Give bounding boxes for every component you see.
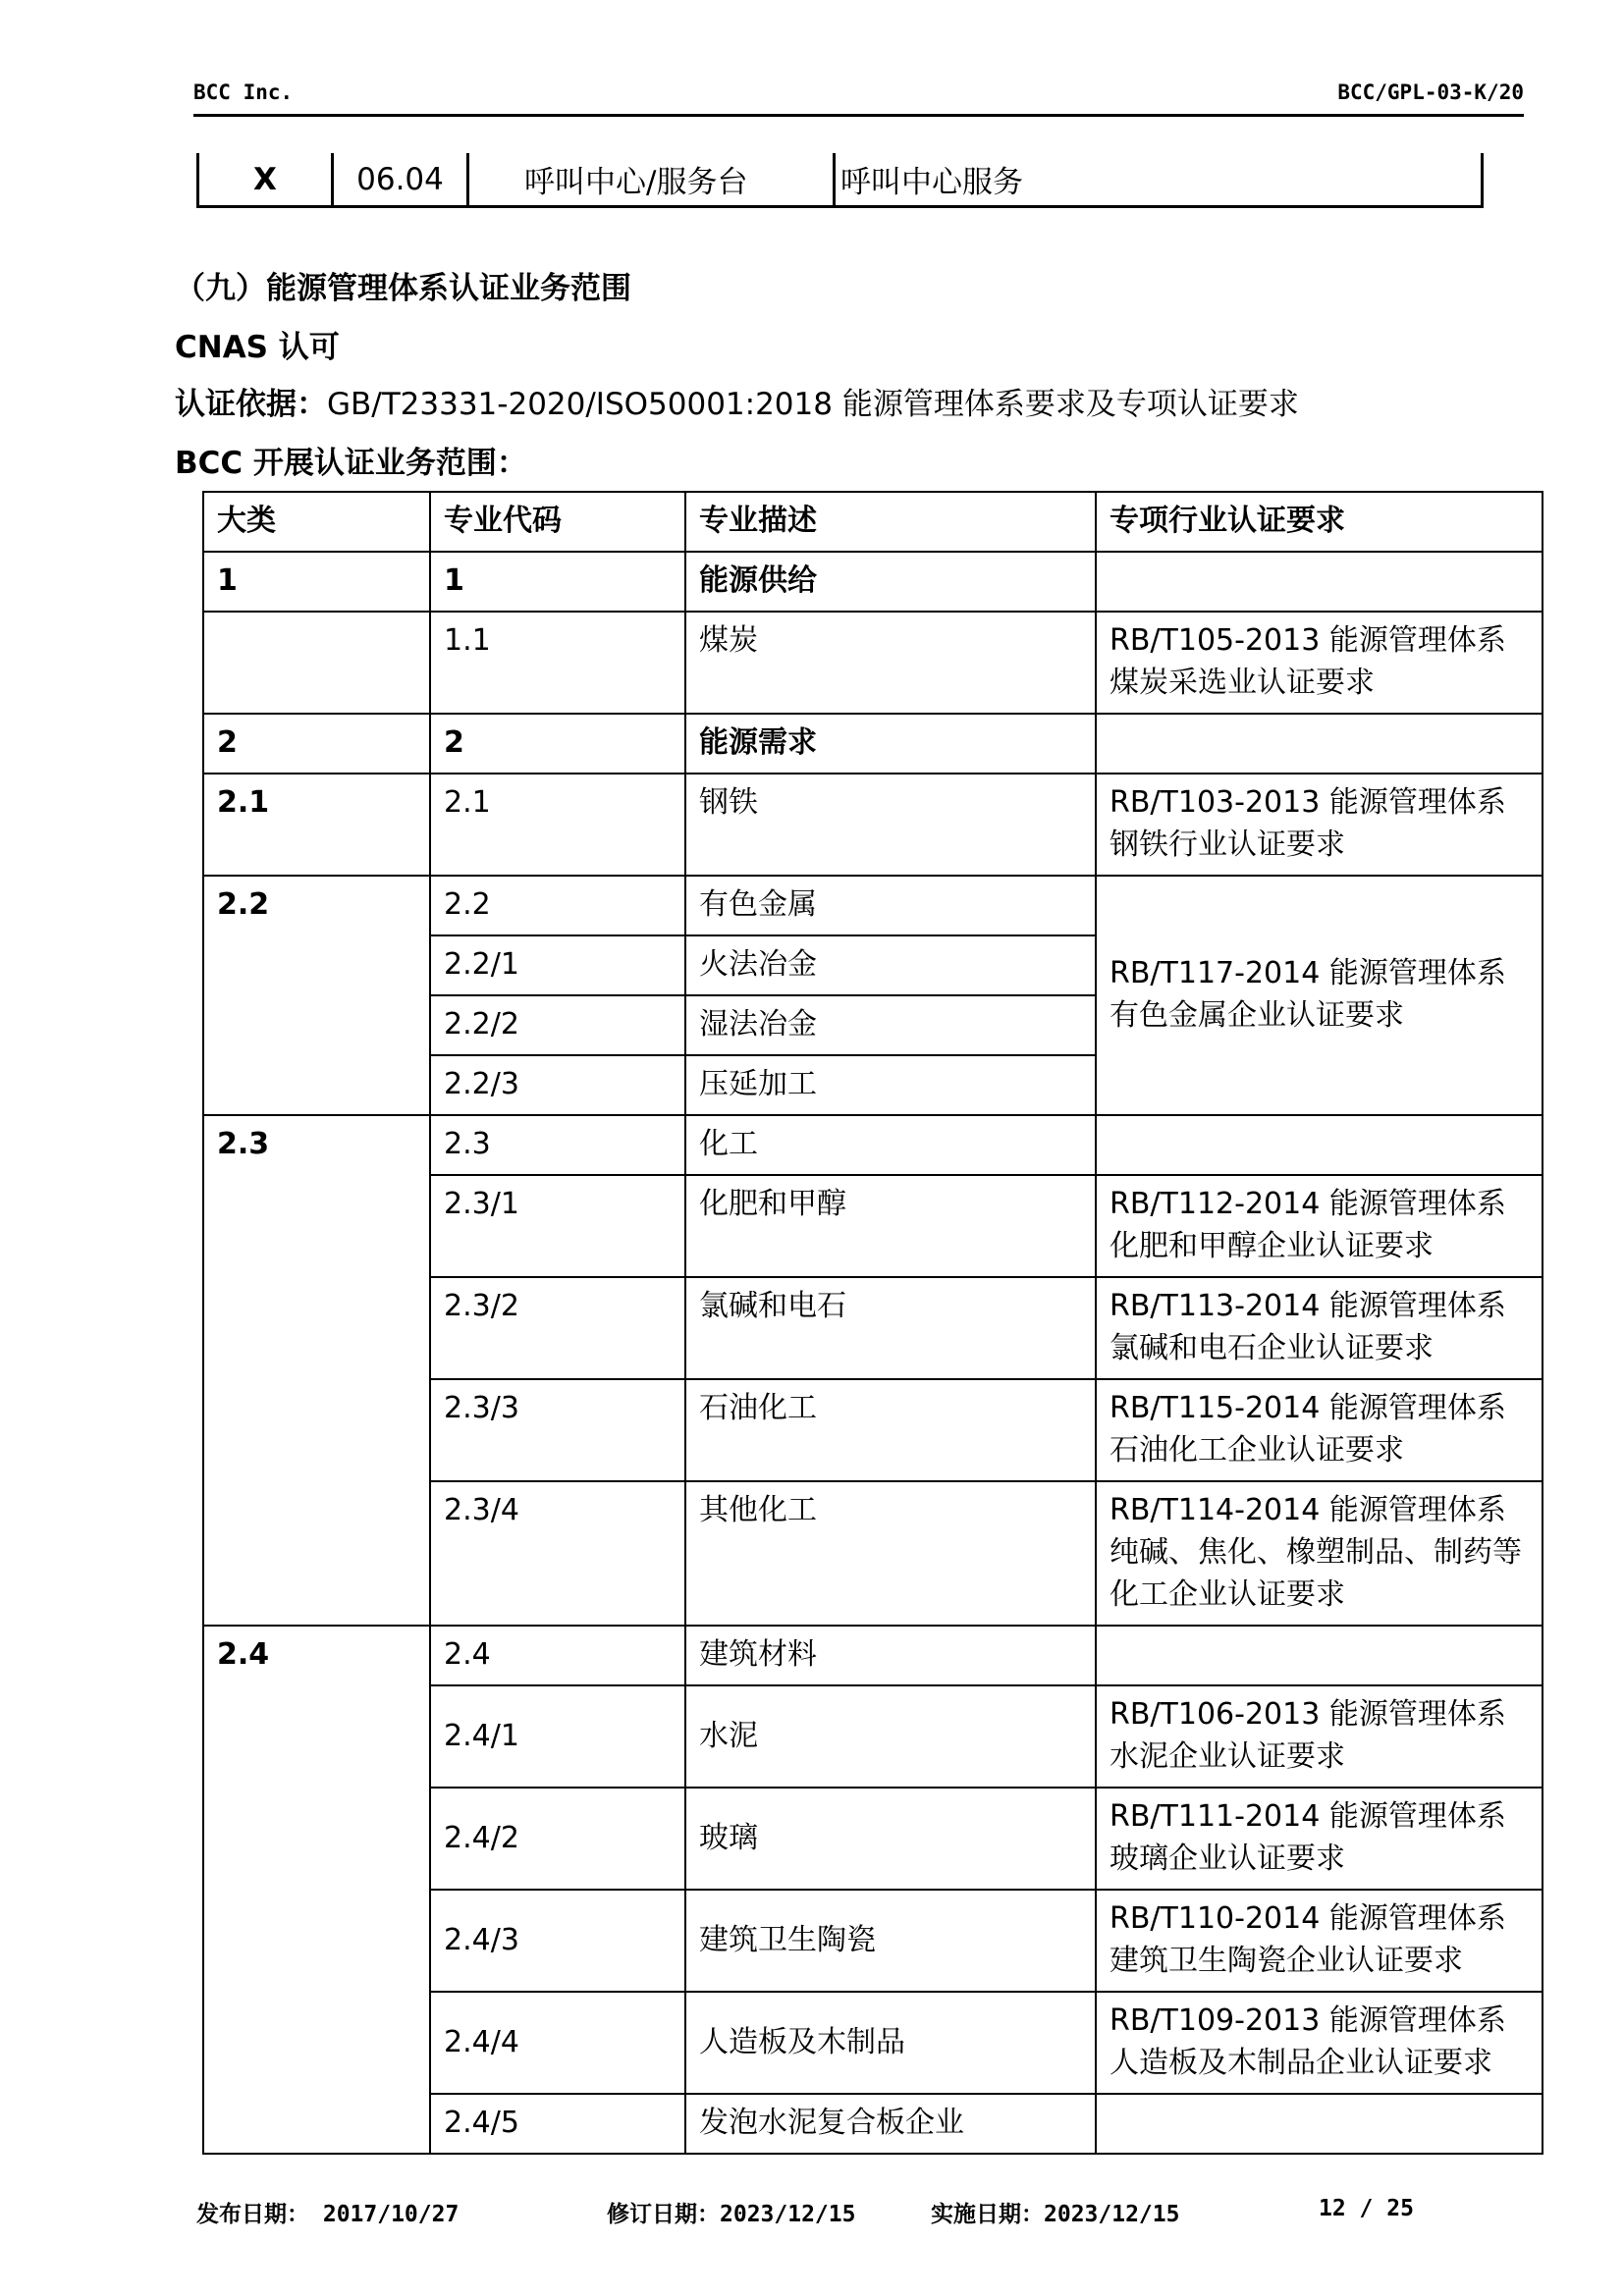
prev-col3: 呼叫中心/服务台 <box>468 153 835 207</box>
col-header-code: 专业代码 <box>430 492 685 552</box>
cell-major: 2 <box>203 714 430 774</box>
table-row <box>203 714 1543 774</box>
cell-code: 2.3/2 <box>430 1277 685 1379</box>
cell-req: RB/T115-2014 能源管理体系石油化工企业认证要求 <box>1096 1379 1543 1481</box>
cell-req: RB/T105-2013 能源管理体系煤炭采选业认证要求 <box>1096 612 1543 714</box>
table-row <box>203 612 1543 714</box>
cell-req <box>1096 1115 1543 1175</box>
footer-page-number: 12 / 25 <box>1319 2196 1414 2221</box>
cell-desc: 湿法冶金 <box>685 995 1096 1055</box>
prev-col4: 呼叫中心服务 <box>835 153 1483 207</box>
section-title: （九）能源管理体系认证业务范围 <box>175 271 631 306</box>
scope-table <box>202 491 1543 2155</box>
table-row <box>203 876 1543 935</box>
cell-req: RB/T114-2014 能源管理体系纯碱、焦化、橡塑制品、制药等化工企业认证要求 <box>1096 1481 1543 1626</box>
cell-req: RB/T117-2014 能源管理体系有色金属企业认证要求 <box>1096 876 1543 1115</box>
cell-desc: 能源供给 <box>685 552 1096 612</box>
col-header-major: 大类 <box>203 492 430 552</box>
table-row <box>203 774 1543 876</box>
cell-desc: 钢铁 <box>685 774 1096 876</box>
cell-req <box>1096 714 1543 774</box>
cell-desc: 石油化工 <box>685 1379 1096 1481</box>
footer-publish-date: 发布日期： 2017/10/27 <box>196 2202 460 2227</box>
cell-code: 2.4/3 <box>430 1890 685 1992</box>
cell-req: RB/T110-2014 能源管理体系建筑卫生陶瓷企业认证要求 <box>1096 1890 1543 1992</box>
cell-major: 2.1 <box>203 774 430 876</box>
cell-req: RB/T112-2014 能源管理体系化肥和甲醇企业认证要求 <box>1096 1175 1543 1277</box>
prev-col2: 06.04 <box>333 153 468 207</box>
previous-table-fragment <box>196 153 1484 208</box>
cell-req <box>1096 1626 1543 1685</box>
cell-major: 2.4 <box>203 1626 430 2154</box>
cell-major <box>203 612 430 714</box>
cell-desc: 水泥 <box>685 1685 1096 1788</box>
cell-req: RB/T109-2013 能源管理体系人造板及木制品企业认证要求 <box>1096 1992 1543 2094</box>
cell-desc: 火法冶金 <box>685 935 1096 995</box>
col-header-desc: 专业描述 <box>685 492 1096 552</box>
cell-desc: 氯碱和电石 <box>685 1277 1096 1379</box>
cell-desc: 压延加工 <box>685 1055 1096 1115</box>
cell-code: 2.4/4 <box>430 1992 685 2094</box>
cell-code: 2.3/3 <box>430 1379 685 1481</box>
cell-req: RB/T111-2014 能源管理体系玻璃企业认证要求 <box>1096 1788 1543 1890</box>
header-company: BCC Inc. <box>193 80 294 104</box>
col-header-req: 专项行业认证要求 <box>1096 492 1543 552</box>
cell-code: 2.3 <box>430 1115 685 1175</box>
cell-desc: 发泡水泥复合板企业 <box>685 2094 1096 2154</box>
table-row <box>198 153 1483 207</box>
cell-code: 2.4/5 <box>430 2094 685 2154</box>
scope-label: BCC 开展认证业务范围： <box>175 446 527 481</box>
footer-revision-date: 修订日期：2023/12/15 <box>607 2202 856 2227</box>
cell-req: RB/T113-2014 能源管理体系氯碱和电石企业认证要求 <box>1096 1277 1543 1379</box>
prev-col1: X <box>198 153 333 207</box>
cell-desc: 建筑卫生陶瓷 <box>685 1890 1096 1992</box>
basis-text: GB/T23331-2020/ISO50001:2018 能源管理体系要求及专项认证要求 <box>327 387 1299 422</box>
header-rule <box>193 114 1524 117</box>
cell-code: 2.2/2 <box>430 995 685 1055</box>
cell-code: 2.3/4 <box>430 1481 685 1626</box>
cell-code: 2.1 <box>430 774 685 876</box>
cell-code: 2.4/2 <box>430 1788 685 1890</box>
cell-major: 2.2 <box>203 876 430 1115</box>
cell-code: 2.4/1 <box>430 1685 685 1788</box>
cell-desc: 煤炭 <box>685 612 1096 714</box>
cell-code: 2.2/1 <box>430 935 685 995</box>
cell-code: 2 <box>430 714 685 774</box>
cell-desc: 化工 <box>685 1115 1096 1175</box>
table-header-row <box>203 492 1543 552</box>
cell-major: 2.3 <box>203 1115 430 1626</box>
cell-code: 1.1 <box>430 612 685 714</box>
cell-code: 2.2 <box>430 876 685 935</box>
cell-major: 1 <box>203 552 430 612</box>
header-doc-code: BCC/GPL-03-K/20 <box>1337 80 1524 104</box>
accreditation-label: CNAS 认可 <box>175 330 340 365</box>
table-row <box>203 1626 1543 1685</box>
cell-desc: 玻璃 <box>685 1788 1096 1890</box>
cell-req: RB/T106-2013 能源管理体系水泥企业认证要求 <box>1096 1685 1543 1788</box>
cell-req <box>1096 2094 1543 2154</box>
cell-desc: 有色金属 <box>685 876 1096 935</box>
table-row <box>203 552 1543 612</box>
cell-code: 2.3/1 <box>430 1175 685 1277</box>
cell-code: 1 <box>430 552 685 612</box>
cell-desc: 建筑材料 <box>685 1626 1096 1685</box>
cell-req <box>1096 552 1543 612</box>
cell-code: 2.2/3 <box>430 1055 685 1115</box>
cell-desc: 能源需求 <box>685 714 1096 774</box>
cell-desc: 化肥和甲醇 <box>685 1175 1096 1277</box>
table-row <box>203 1115 1543 1175</box>
footer-implement-date: 实施日期：2023/12/15 <box>931 2202 1180 2227</box>
cell-desc: 其他化工 <box>685 1481 1096 1626</box>
cell-code: 2.4 <box>430 1626 685 1685</box>
cell-req: RB/T103-2013 能源管理体系钢铁行业认证要求 <box>1096 774 1543 876</box>
certification-basis <box>175 379 1299 423</box>
basis-label: 认证依据： <box>175 387 327 422</box>
cell-desc: 人造板及木制品 <box>685 1992 1096 2094</box>
